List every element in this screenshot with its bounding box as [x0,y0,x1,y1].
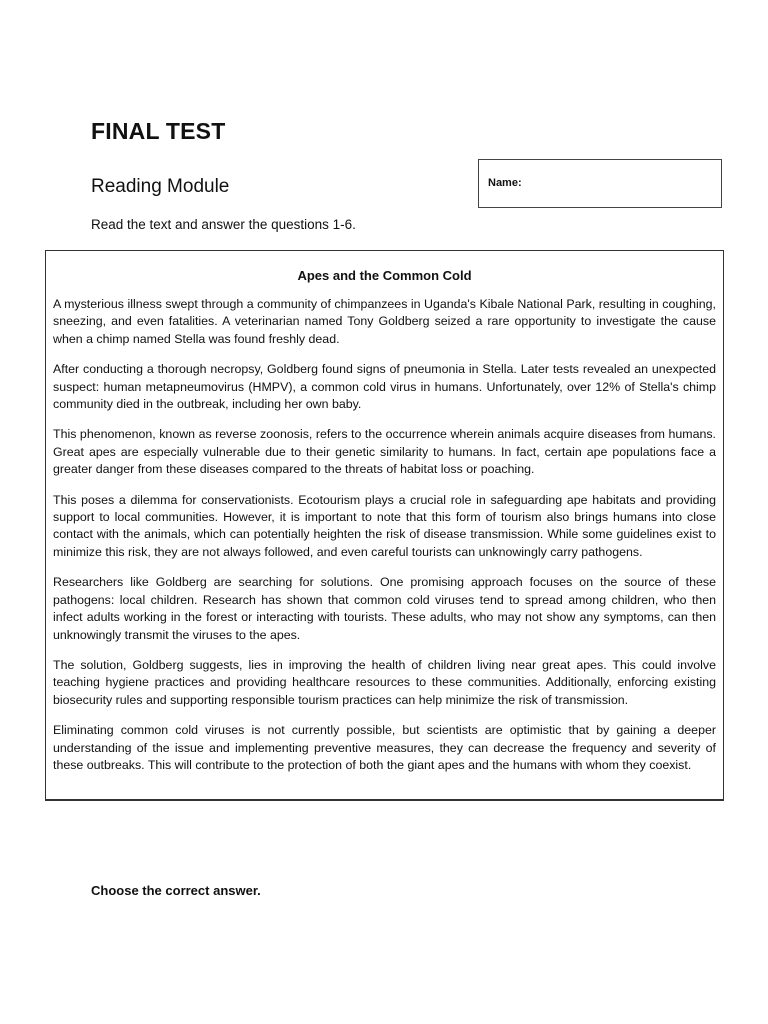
passage-paragraph: The solution, Goldberg suggests, lies in improving the health of children living near great apes. This could involve teaching hygiene practices and providing healthcare resources to these communities. Additionally, enforcing existing biosecurity rules and supporting responsible tourism practices can help minimize the risk of transmission. [53,657,716,707]
page-title: FINAL TEST [91,118,226,144]
instructions: Read the text and answer the questions 1-6. [91,217,356,232]
passage-paragraph: Eliminating common cold viruses is not currently possible, but scientists are optimistic that by gaining a deeper understanding of the issue and implementing preventive measures, they can decrease the frequency and severity of these outbreaks. This will contribute to the protection of both the giant apes and the humans with whom they coexist. [53,723,716,772]
name-label: Name: [488,177,522,189]
reading-passage-box [45,250,724,801]
questions-heading: Choose the correct answer. [91,883,261,898]
passage-paragraph: This phenomenon, known as reverse zoonosis, refers to the occurrence wherein animals acquire diseases from humans. Great apes are especially vulnerable due to their genetic similarity to humans. In fact, certain ape populations face a greater danger from these diseases compared to the threats of habitat loss or poaching. [53,427,716,477]
passage-paragraph: Researchers like Goldberg are searching for solutions. One promising approach focuses on the source of these pathogens: local children. Research has shown that common cold viruses tend to spread among children, who then infect adults working in the forest or interacting with tourists. These adults, who may not show any symptoms, can then unknowingly transmit the viruses to the apes. [53,575,716,642]
passage-paragraph: After conducting a thorough necropsy, Goldberg found signs of pneumonia in Stella. Later tests revealed an unexpected suspect: human metapneumovirus (HMPV), a common cold virus in humans. Unfortunately, over 12% of Stella's chimp community died in the outbreak, including her own baby. [53,362,716,412]
passage-paragraph: A mysterious illness swept through a community of chimpanzees in Uganda's Kibale National Park, resulting in coughing, sneezing, and even fatalities. A veterinarian named Tony Goldberg seized a rare opportunity to investigate the cause when a chimp named Stella was found freshly dead. [53,297,716,346]
passage-title: Apes and the Common Cold [297,268,472,283]
name-field[interactable] [478,159,722,208]
passage-paragraph: This poses a dilemma for conservationists. Ecotourism plays a crucial role in safeguarding ape habitats and providing support to local communities. However, it is important to note that this form of tourism also brings humans into close contact with the animals, which can potentially heighten the risk of disease transmission. While some guidelines exist to minimize this risk, they are not always followed, and even careful tourists can unknowingly carry pathogens. [53,492,716,559]
module-subtitle: Reading Module [91,176,230,197]
